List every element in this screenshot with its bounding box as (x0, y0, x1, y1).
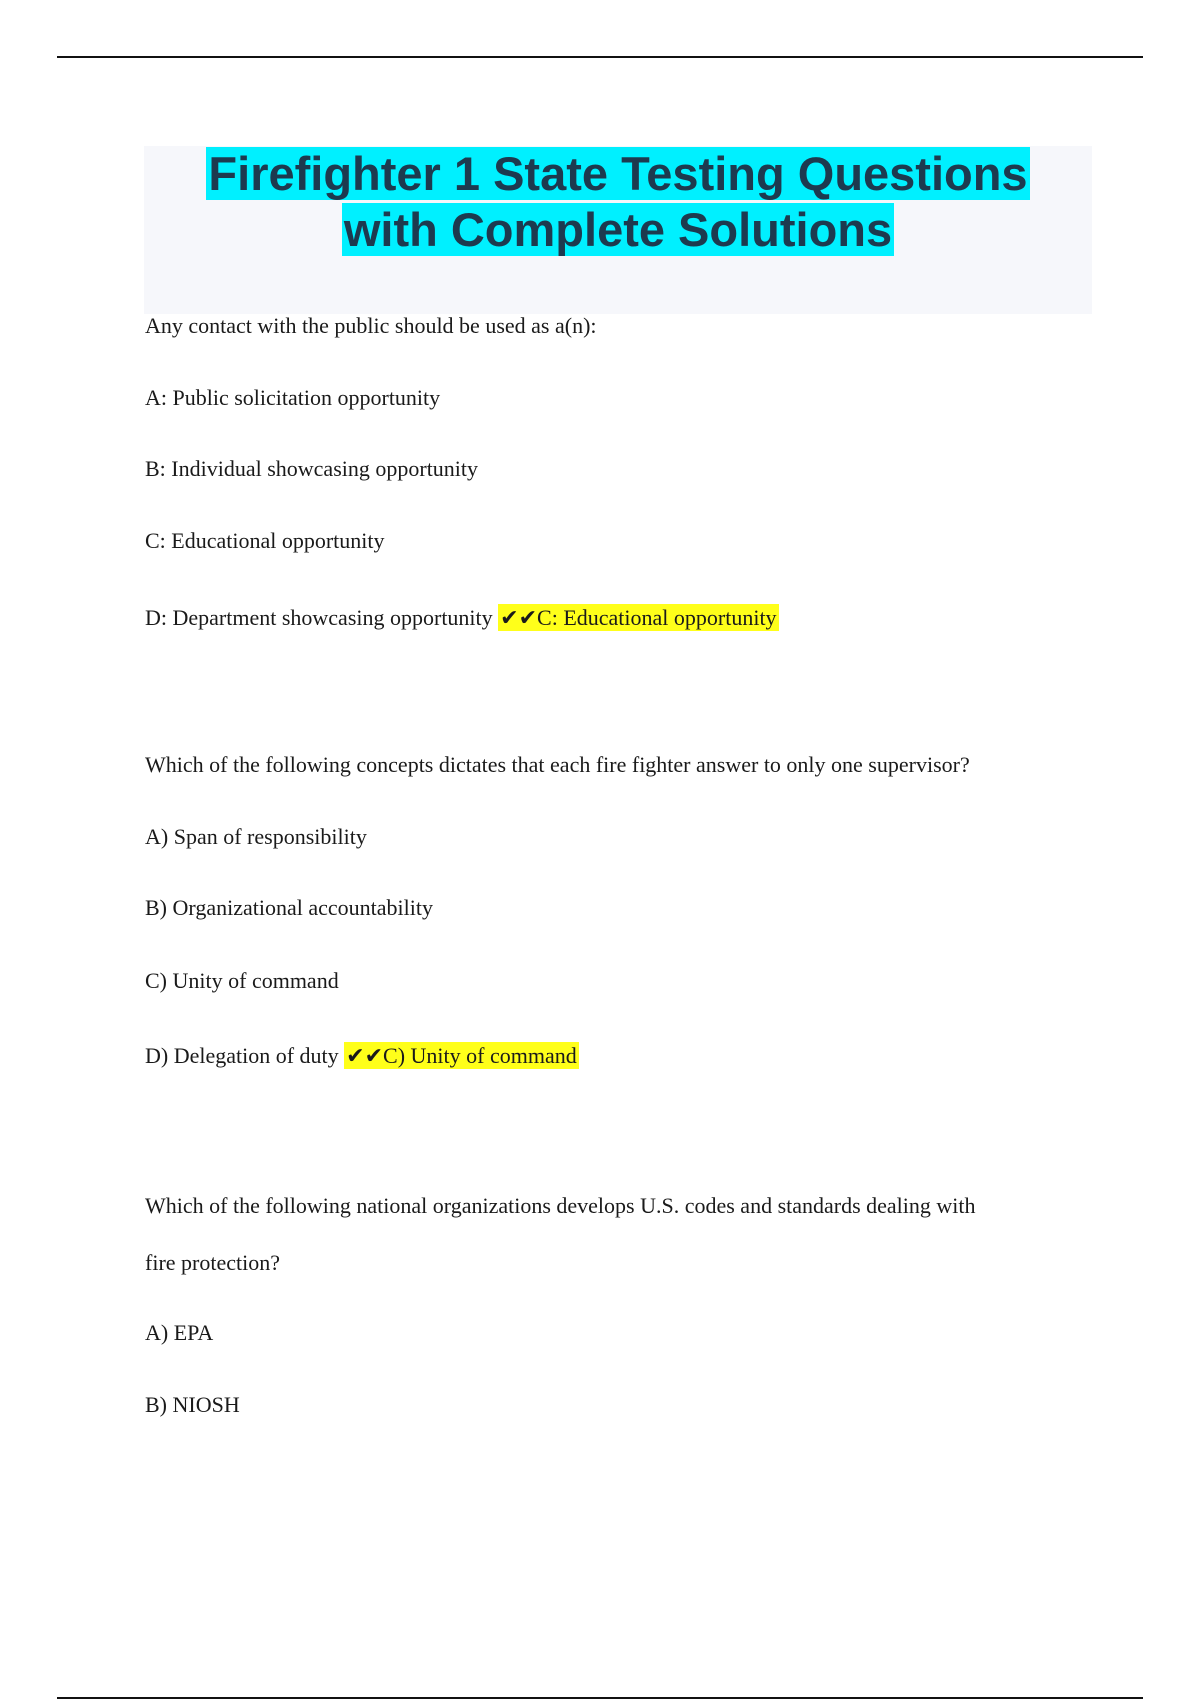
question-2-answer: ✔✔C) Unity of command (346, 1043, 577, 1068)
question-2-option-d-row (145, 1041, 579, 1071)
question-3-option-a: A) EPA (145, 1320, 214, 1345)
question-2-prompt: Which of the following concepts dictates that each fire fighter answer to only one supervisor? (145, 752, 970, 777)
question-3-option-b: B) NIOSH (145, 1392, 240, 1417)
question-3-prompt-line-2: fire protection? (145, 1250, 280, 1275)
question-1-option-d: D: Department showcasing opportunity (145, 605, 493, 630)
document-title (144, 146, 1092, 258)
title-line-2: with Complete Solutions (343, 203, 893, 256)
question-1-option-b: B: Individual showcasing opportunity (145, 456, 479, 481)
page-top-rule (57, 56, 1143, 58)
question-1-option-a: A: Public solicitation opportunity (145, 385, 441, 410)
question-2-option-d: D) Delegation of duty (145, 1043, 339, 1068)
question-2-option-c: C) Unity of command (145, 968, 339, 993)
question-1-option-c: C: Educational opportunity (145, 528, 385, 553)
question-1-prompt: Any contact with the public should be used as a(n): (145, 313, 597, 338)
document-title-block (144, 146, 1092, 314)
page-bottom-rule (57, 1697, 1143, 1699)
question-1-option-d-row (145, 603, 779, 633)
question-2-option-b: B) Organizational accountability (145, 895, 433, 920)
question-2-option-a: A) Span of responsibility (145, 824, 367, 849)
question-1-answer: ✔✔C: Educational opportunity (500, 605, 777, 630)
question-3-prompt-line-1: Which of the following national organizations develops U.S. codes and standards dealing with (145, 1193, 976, 1218)
title-line-1: Firefighter 1 State Testing Questions (208, 147, 1028, 200)
